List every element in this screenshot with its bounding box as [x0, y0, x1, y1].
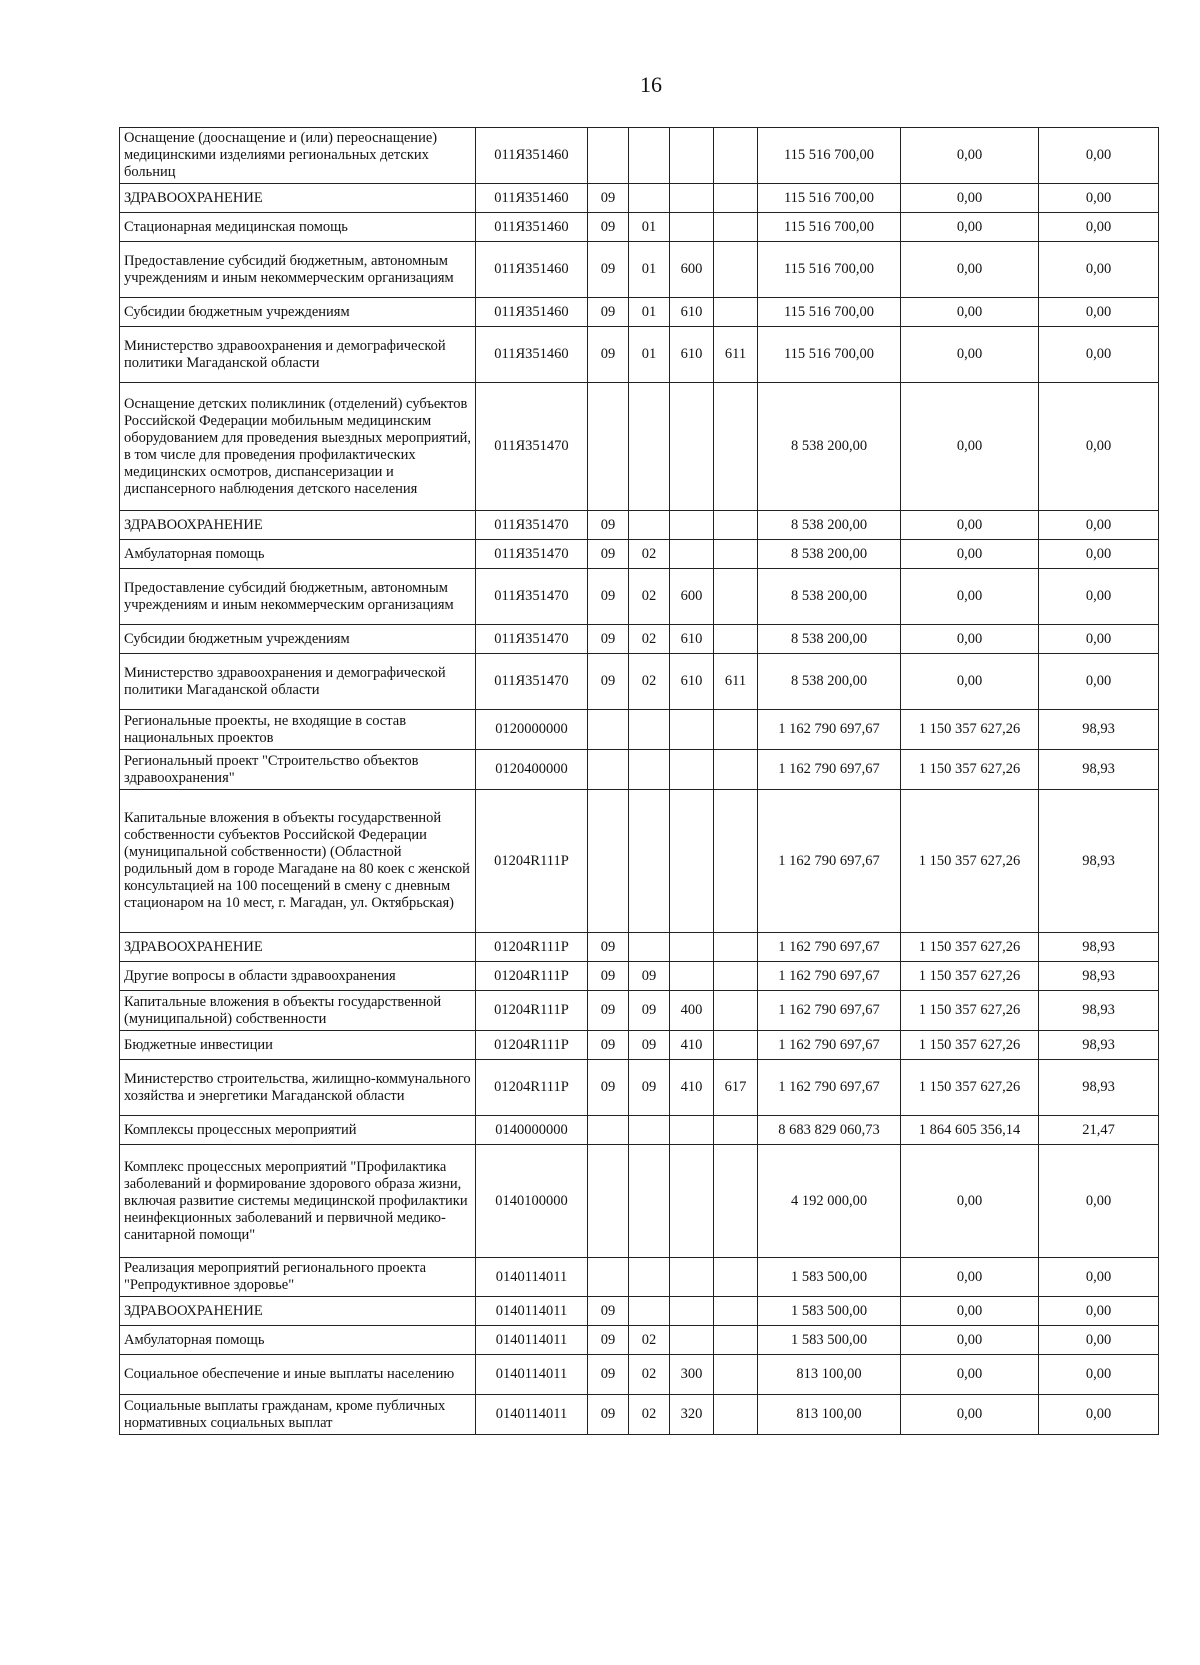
target-code-cell: 01204R111P: [476, 991, 588, 1031]
section-cell: [588, 1258, 629, 1297]
planned-amount-cell: 1 162 790 697,67: [758, 1031, 901, 1060]
percent-cell: 0,00: [1039, 511, 1159, 540]
planned-amount-cell: 1 162 790 697,67: [758, 750, 901, 790]
budget-table: [119, 127, 1159, 1435]
planned-amount-cell: 813 100,00: [758, 1395, 901, 1435]
target-code-cell: 01204R111P: [476, 1031, 588, 1060]
executed-amount-cell: 1 150 357 627,26: [901, 710, 1039, 750]
section-cell: [588, 383, 629, 511]
department-code-cell: [714, 991, 758, 1031]
row-description-cell: Региональные проекты, не входящие в состав национальных проектов: [120, 710, 476, 750]
section-cell: [588, 1116, 629, 1145]
section-cell: 09: [588, 1297, 629, 1326]
expense-type-cell: [670, 128, 714, 184]
executed-amount-cell: 0,00: [901, 1145, 1039, 1258]
table-row: [120, 1297, 1159, 1326]
planned-amount-cell: 4 192 000,00: [758, 1145, 901, 1258]
table-row: [120, 1116, 1159, 1145]
planned-amount-cell: 8 538 200,00: [758, 625, 901, 654]
executed-amount-cell: 0,00: [901, 213, 1039, 242]
subsection-cell: 01: [629, 298, 670, 327]
table-row: [120, 790, 1159, 933]
row-description-cell: Субсидии бюджетным учреждениям: [120, 625, 476, 654]
subsection-cell: 02: [629, 1395, 670, 1435]
subsection-cell: 02: [629, 540, 670, 569]
expense-type-cell: 410: [670, 1031, 714, 1060]
target-code-cell: 01204R111P: [476, 1060, 588, 1116]
expense-type-cell: 610: [670, 298, 714, 327]
department-code-cell: [714, 933, 758, 962]
executed-amount-cell: 1 864 605 356,14: [901, 1116, 1039, 1145]
department-code-cell: [714, 790, 758, 933]
row-description-cell: Капитальные вложения в объекты государственной (муниципальной) собственности: [120, 991, 476, 1031]
percent-cell: 98,93: [1039, 710, 1159, 750]
percent-cell: 0,00: [1039, 327, 1159, 383]
executed-amount-cell: 0,00: [901, 511, 1039, 540]
percent-cell: 0,00: [1039, 1395, 1159, 1435]
planned-amount-cell: 115 516 700,00: [758, 213, 901, 242]
executed-amount-cell: 0,00: [901, 1326, 1039, 1355]
section-cell: 09: [588, 654, 629, 710]
percent-cell: 0,00: [1039, 298, 1159, 327]
section-cell: 09: [588, 962, 629, 991]
target-code-cell: 011Я351460: [476, 298, 588, 327]
expense-type-cell: [670, 790, 714, 933]
section-cell: 09: [588, 1355, 629, 1395]
section-cell: [588, 790, 629, 933]
department-code-cell: [714, 242, 758, 298]
department-code-cell: 617: [714, 1060, 758, 1116]
percent-cell: 0,00: [1039, 1297, 1159, 1326]
percent-cell: 98,93: [1039, 1060, 1159, 1116]
expense-type-cell: 600: [670, 242, 714, 298]
subsection-cell: 02: [629, 654, 670, 710]
row-description-cell: Реализация мероприятий регионального проекта "Репродуктивное здоровье": [120, 1258, 476, 1297]
subsection-cell: [629, 933, 670, 962]
section-cell: 09: [588, 242, 629, 298]
section-cell: 09: [588, 625, 629, 654]
department-code-cell: [714, 1258, 758, 1297]
department-code-cell: [714, 625, 758, 654]
subsection-cell: 09: [629, 1031, 670, 1060]
planned-amount-cell: 115 516 700,00: [758, 298, 901, 327]
department-code-cell: [714, 1326, 758, 1355]
subsection-cell: [629, 790, 670, 933]
executed-amount-cell: 0,00: [901, 383, 1039, 511]
executed-amount-cell: 1 150 357 627,26: [901, 991, 1039, 1031]
subsection-cell: [629, 511, 670, 540]
executed-amount-cell: 0,00: [901, 1297, 1039, 1326]
section-cell: [588, 1145, 629, 1258]
executed-amount-cell: 0,00: [901, 654, 1039, 710]
expense-type-cell: [670, 710, 714, 750]
section-cell: 09: [588, 540, 629, 569]
executed-amount-cell: 1 150 357 627,26: [901, 933, 1039, 962]
subsection-cell: [629, 128, 670, 184]
row-description-cell: Бюджетные инвестиции: [120, 1031, 476, 1060]
budget-table-body: [120, 128, 1159, 1435]
percent-cell: 0,00: [1039, 383, 1159, 511]
planned-amount-cell: 1 583 500,00: [758, 1258, 901, 1297]
department-code-cell: [714, 962, 758, 991]
row-description-cell: ЗДРАВООХРАНЕНИЕ: [120, 511, 476, 540]
section-cell: 09: [588, 511, 629, 540]
planned-amount-cell: 1 162 790 697,67: [758, 710, 901, 750]
section-cell: 09: [588, 933, 629, 962]
expense-type-cell: [670, 1326, 714, 1355]
table-row: [120, 933, 1159, 962]
section-cell: 09: [588, 327, 629, 383]
section-cell: 09: [588, 1031, 629, 1060]
expense-type-cell: [670, 750, 714, 790]
percent-cell: 0,00: [1039, 625, 1159, 654]
expense-type-cell: [670, 962, 714, 991]
planned-amount-cell: 1 162 790 697,67: [758, 790, 901, 933]
table-row: [120, 327, 1159, 383]
expense-type-cell: 610: [670, 625, 714, 654]
executed-amount-cell: 1 150 357 627,26: [901, 1060, 1039, 1116]
subsection-cell: [629, 1116, 670, 1145]
row-description-cell: ЗДРАВООХРАНЕНИЕ: [120, 933, 476, 962]
row-description-cell: Социальное обеспечение и иные выплаты населению: [120, 1355, 476, 1395]
target-code-cell: 011Я351470: [476, 654, 588, 710]
percent-cell: 0,00: [1039, 1145, 1159, 1258]
row-description-cell: Предоставление субсидий бюджетным, автономным учреждениям и иным некоммерческим организациям: [120, 242, 476, 298]
row-description-cell: Другие вопросы в области здравоохранения: [120, 962, 476, 991]
planned-amount-cell: 1 583 500,00: [758, 1297, 901, 1326]
department-code-cell: [714, 383, 758, 511]
subsection-cell: 01: [629, 327, 670, 383]
row-description-cell: Комплекс процессных мероприятий "Профилактика заболеваний и формирование здорового образа жизни, включая развитие системы медицинской профилактики неинфекционных заболеваний и первичной медико-санитарной помощи": [120, 1145, 476, 1258]
row-description-cell: Предоставление субсидий бюджетным, автономным учреждениям и иным некоммерческим организациям: [120, 569, 476, 625]
department-code-cell: [714, 569, 758, 625]
target-code-cell: 0140114011: [476, 1355, 588, 1395]
percent-cell: 0,00: [1039, 1326, 1159, 1355]
table-row: [120, 991, 1159, 1031]
percent-cell: 0,00: [1039, 242, 1159, 298]
department-code-cell: [714, 1297, 758, 1326]
percent-cell: 0,00: [1039, 540, 1159, 569]
target-code-cell: 011Я351460: [476, 327, 588, 383]
executed-amount-cell: 1 150 357 627,26: [901, 1031, 1039, 1060]
expense-type-cell: [670, 213, 714, 242]
table-row: [120, 625, 1159, 654]
subsection-cell: [629, 383, 670, 511]
target-code-cell: 01204R111P: [476, 933, 588, 962]
table-row: [120, 1326, 1159, 1355]
page-number: 16: [640, 72, 662, 97]
executed-amount-cell: 0,00: [901, 540, 1039, 569]
department-code-cell: [714, 298, 758, 327]
table-row: [120, 710, 1159, 750]
executed-amount-cell: 0,00: [901, 569, 1039, 625]
expense-type-cell: [670, 1116, 714, 1145]
target-code-cell: 011Я351470: [476, 569, 588, 625]
department-code-cell: 611: [714, 327, 758, 383]
percent-cell: 0,00: [1039, 1258, 1159, 1297]
planned-amount-cell: 8 538 200,00: [758, 540, 901, 569]
row-description-cell: Комплексы процессных мероприятий: [120, 1116, 476, 1145]
percent-cell: 98,93: [1039, 1031, 1159, 1060]
planned-amount-cell: 8 683 829 060,73: [758, 1116, 901, 1145]
percent-cell: 0,00: [1039, 213, 1159, 242]
department-code-cell: [714, 511, 758, 540]
subsection-cell: [629, 710, 670, 750]
target-code-cell: 0140114011: [476, 1297, 588, 1326]
planned-amount-cell: 1 162 790 697,67: [758, 933, 901, 962]
department-code-cell: [714, 750, 758, 790]
target-code-cell: 0140114011: [476, 1326, 588, 1355]
subsection-cell: 09: [629, 962, 670, 991]
planned-amount-cell: 1 583 500,00: [758, 1326, 901, 1355]
section-cell: 09: [588, 1395, 629, 1435]
table-row: [120, 569, 1159, 625]
subsection-cell: 02: [629, 1355, 670, 1395]
subsection-cell: 09: [629, 1060, 670, 1116]
section-cell: 09: [588, 569, 629, 625]
target-code-cell: 011Я351470: [476, 540, 588, 569]
row-description-cell: Министерство строительства, жилищно-коммунального хозяйства и энергетики Магаданской области: [120, 1060, 476, 1116]
row-description-cell: Стационарная медицинская помощь: [120, 213, 476, 242]
percent-cell: 98,93: [1039, 991, 1159, 1031]
expense-type-cell: [670, 383, 714, 511]
target-code-cell: 01204R111P: [476, 790, 588, 933]
department-code-cell: [714, 128, 758, 184]
target-code-cell: 0140114011: [476, 1258, 588, 1297]
percent-cell: 98,93: [1039, 790, 1159, 933]
table-row: [120, 1031, 1159, 1060]
executed-amount-cell: 0,00: [901, 298, 1039, 327]
department-code-cell: [714, 540, 758, 569]
section-cell: 09: [588, 213, 629, 242]
planned-amount-cell: 8 538 200,00: [758, 511, 901, 540]
executed-amount-cell: 0,00: [901, 242, 1039, 298]
target-code-cell: 011Я351460: [476, 242, 588, 298]
executed-amount-cell: 0,00: [901, 1258, 1039, 1297]
expense-type-cell: 610: [670, 327, 714, 383]
subsection-cell: 09: [629, 991, 670, 1031]
executed-amount-cell: 0,00: [901, 1395, 1039, 1435]
table-row: [120, 962, 1159, 991]
target-code-cell: 011Я351470: [476, 511, 588, 540]
section-cell: [588, 750, 629, 790]
table-row: [120, 1355, 1159, 1395]
expense-type-cell: [670, 1258, 714, 1297]
table-row: [120, 383, 1159, 511]
executed-amount-cell: 0,00: [901, 625, 1039, 654]
percent-cell: 98,93: [1039, 962, 1159, 991]
planned-amount-cell: 115 516 700,00: [758, 128, 901, 184]
row-description-cell: Министерство здравоохранения и демографической политики Магаданской области: [120, 327, 476, 383]
row-description-cell: ЗДРАВООХРАНЕНИЕ: [120, 1297, 476, 1326]
target-code-cell: 0140114011: [476, 1395, 588, 1435]
row-description-cell: Социальные выплаты гражданам, кроме публичных нормативных социальных выплат: [120, 1395, 476, 1435]
department-code-cell: [714, 1395, 758, 1435]
subsection-cell: [629, 1258, 670, 1297]
row-description-cell: Оснащение (дооснащение и (или) переоснащение) медицинскими изделиями региональных детских больниц: [120, 128, 476, 184]
percent-cell: 98,93: [1039, 750, 1159, 790]
planned-amount-cell: 115 516 700,00: [758, 327, 901, 383]
executed-amount-cell: 0,00: [901, 128, 1039, 184]
expense-type-cell: 610: [670, 654, 714, 710]
row-description-cell: Региональный проект "Строительство объектов здравоохранения": [120, 750, 476, 790]
planned-amount-cell: 8 538 200,00: [758, 569, 901, 625]
subsection-cell: [629, 1297, 670, 1326]
subsection-cell: 02: [629, 1326, 670, 1355]
section-cell: 09: [588, 298, 629, 327]
row-description-cell: Амбулаторная помощь: [120, 540, 476, 569]
expense-type-cell: 300: [670, 1355, 714, 1395]
planned-amount-cell: 813 100,00: [758, 1355, 901, 1395]
table-row: [120, 654, 1159, 710]
executed-amount-cell: 0,00: [901, 327, 1039, 383]
section-cell: 09: [588, 184, 629, 213]
section-cell: [588, 710, 629, 750]
section-cell: 09: [588, 1326, 629, 1355]
table-row: [120, 1395, 1159, 1435]
subsection-cell: [629, 184, 670, 213]
percent-cell: 0,00: [1039, 569, 1159, 625]
department-code-cell: [714, 1031, 758, 1060]
expense-type-cell: [670, 184, 714, 213]
subsection-cell: 02: [629, 569, 670, 625]
table-row: [120, 511, 1159, 540]
expense-type-cell: 600: [670, 569, 714, 625]
table-row: [120, 298, 1159, 327]
target-code-cell: 01204R111P: [476, 962, 588, 991]
row-description-cell: Субсидии бюджетным учреждениям: [120, 298, 476, 327]
subsection-cell: 02: [629, 625, 670, 654]
percent-cell: 0,00: [1039, 1355, 1159, 1395]
subsection-cell: 01: [629, 213, 670, 242]
expense-type-cell: 410: [670, 1060, 714, 1116]
target-code-cell: 011Я351460: [476, 128, 588, 184]
executed-amount-cell: 1 150 357 627,26: [901, 962, 1039, 991]
expense-type-cell: 320: [670, 1395, 714, 1435]
table-row: [120, 128, 1159, 184]
percent-cell: 21,47: [1039, 1116, 1159, 1145]
department-code-cell: [714, 1116, 758, 1145]
department-code-cell: [714, 710, 758, 750]
row-description-cell: Оснащение детских поликлиник (отделений) субъектов Российской Федерации мобильным медицинским оборудованием для проведения выездных мероприятий, в том числе для проведения профилактических медицинских осмотров, диспансеризации и диспансерного наблюдения детского населения: [120, 383, 476, 511]
executed-amount-cell: 1 150 357 627,26: [901, 790, 1039, 933]
section-cell: 09: [588, 991, 629, 1031]
target-code-cell: 011Я351460: [476, 213, 588, 242]
table-row: [120, 184, 1159, 213]
planned-amount-cell: 115 516 700,00: [758, 184, 901, 213]
row-description-cell: ЗДРАВООХРАНЕНИЕ: [120, 184, 476, 213]
target-code-cell: 011Я351470: [476, 625, 588, 654]
planned-amount-cell: 1 162 790 697,67: [758, 962, 901, 991]
department-code-cell: [714, 184, 758, 213]
percent-cell: 0,00: [1039, 184, 1159, 213]
table-row: [120, 213, 1159, 242]
target-code-cell: 0140100000: [476, 1145, 588, 1258]
planned-amount-cell: 1 162 790 697,67: [758, 991, 901, 1031]
table-row: [120, 1258, 1159, 1297]
table-row: [120, 242, 1159, 298]
department-code-cell: [714, 1145, 758, 1258]
executed-amount-cell: 0,00: [901, 1355, 1039, 1395]
target-code-cell: 011Я351460: [476, 184, 588, 213]
planned-amount-cell: 8 538 200,00: [758, 654, 901, 710]
expense-type-cell: [670, 1145, 714, 1258]
percent-cell: 0,00: [1039, 654, 1159, 710]
expense-type-cell: [670, 933, 714, 962]
row-description-cell: Министерство здравоохранения и демографической политики Магаданской области: [120, 654, 476, 710]
target-code-cell: 0120400000: [476, 750, 588, 790]
row-description-cell: Амбулаторная помощь: [120, 1326, 476, 1355]
planned-amount-cell: 115 516 700,00: [758, 242, 901, 298]
target-code-cell: 0120000000: [476, 710, 588, 750]
subsection-cell: [629, 750, 670, 790]
department-code-cell: [714, 1355, 758, 1395]
target-code-cell: 011Я351470: [476, 383, 588, 511]
planned-amount-cell: 1 162 790 697,67: [758, 1060, 901, 1116]
subsection-cell: [629, 1145, 670, 1258]
section-cell: 09: [588, 1060, 629, 1116]
expense-type-cell: [670, 1297, 714, 1326]
executed-amount-cell: 1 150 357 627,26: [901, 750, 1039, 790]
department-code-cell: [714, 213, 758, 242]
expense-type-cell: 400: [670, 991, 714, 1031]
percent-cell: 98,93: [1039, 933, 1159, 962]
table-row: [120, 1060, 1159, 1116]
row-description-cell: Капитальные вложения в объекты государственной собственности субъектов Российской Федерации (муниципальной собственности) (Областной родильный дом в городе Магадане на 80 коек с женской консультацией на 100 посещений в смену с дневным стационаром на 10 мест, г. Магадан, ул. Октябрьская): [120, 790, 476, 933]
table-row: [120, 750, 1159, 790]
target-code-cell: 0140000000: [476, 1116, 588, 1145]
expense-type-cell: [670, 540, 714, 569]
section-cell: [588, 128, 629, 184]
table-row: [120, 1145, 1159, 1258]
subsection-cell: 01: [629, 242, 670, 298]
executed-amount-cell: 0,00: [901, 184, 1039, 213]
planned-amount-cell: 8 538 200,00: [758, 383, 901, 511]
percent-cell: 0,00: [1039, 128, 1159, 184]
department-code-cell: 611: [714, 654, 758, 710]
table-row: [120, 540, 1159, 569]
expense-type-cell: [670, 511, 714, 540]
